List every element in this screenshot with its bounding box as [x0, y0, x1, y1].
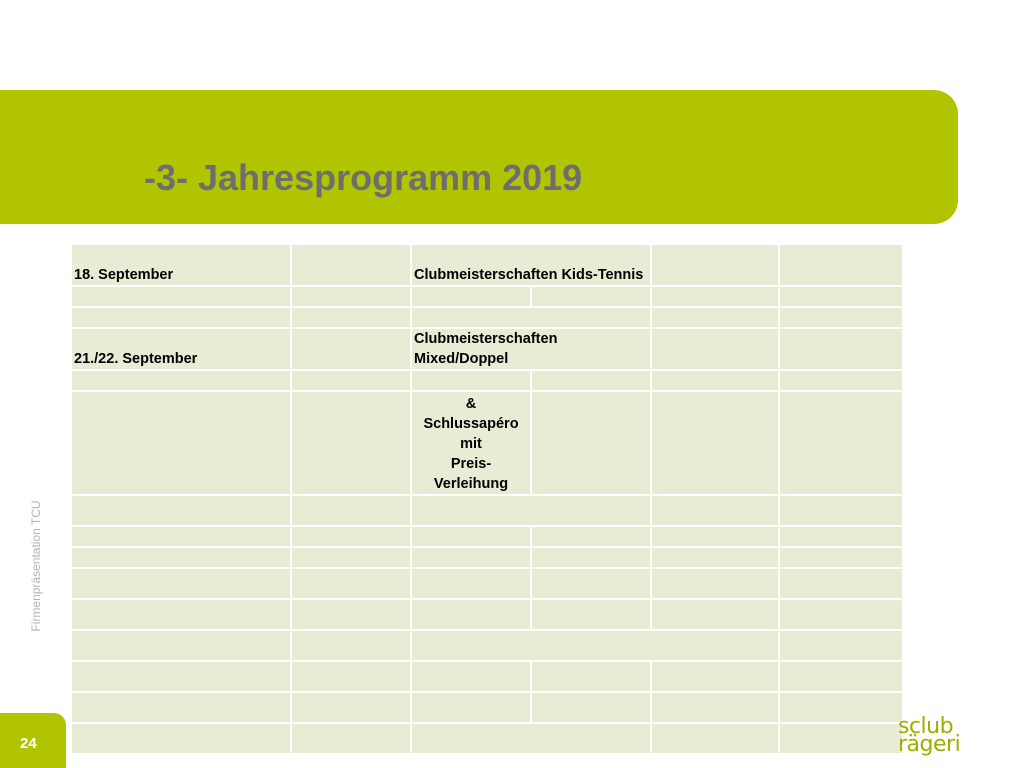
table-row: [71, 661, 903, 692]
table-row: [71, 244, 903, 286]
table-row: [71, 568, 903, 599]
table-row: [71, 547, 903, 568]
page-number: 24: [20, 735, 37, 752]
event-date: 18. September: [71, 244, 291, 286]
side-label: Firmenpräsentation TCU: [29, 500, 43, 632]
table-row: [71, 723, 903, 754]
table-row: [71, 692, 903, 723]
event-date: 21./22. September: [71, 328, 291, 370]
table-row: [71, 495, 903, 526]
table-row: [71, 370, 903, 391]
table-row: [71, 599, 903, 630]
table-row: [71, 328, 903, 370]
page-title: -3- Jahresprogramm 2019: [144, 157, 583, 198]
event-title: Clubmeisterschaften Mixed/Doppel: [411, 328, 651, 370]
schedule-table: [70, 243, 904, 755]
club-logo: sclub rägeri: [898, 714, 961, 757]
table-row: [71, 391, 903, 495]
event-title: Clubmeisterschaften Kids-Tennis: [411, 244, 651, 286]
table-row: [71, 307, 903, 328]
event-detail: & Schlussapéro mit Preis- Verleihung: [411, 391, 531, 495]
table-row: [71, 526, 903, 547]
table-row: [71, 630, 903, 661]
page-badge: [0, 713, 66, 768]
table-row: [71, 286, 903, 307]
